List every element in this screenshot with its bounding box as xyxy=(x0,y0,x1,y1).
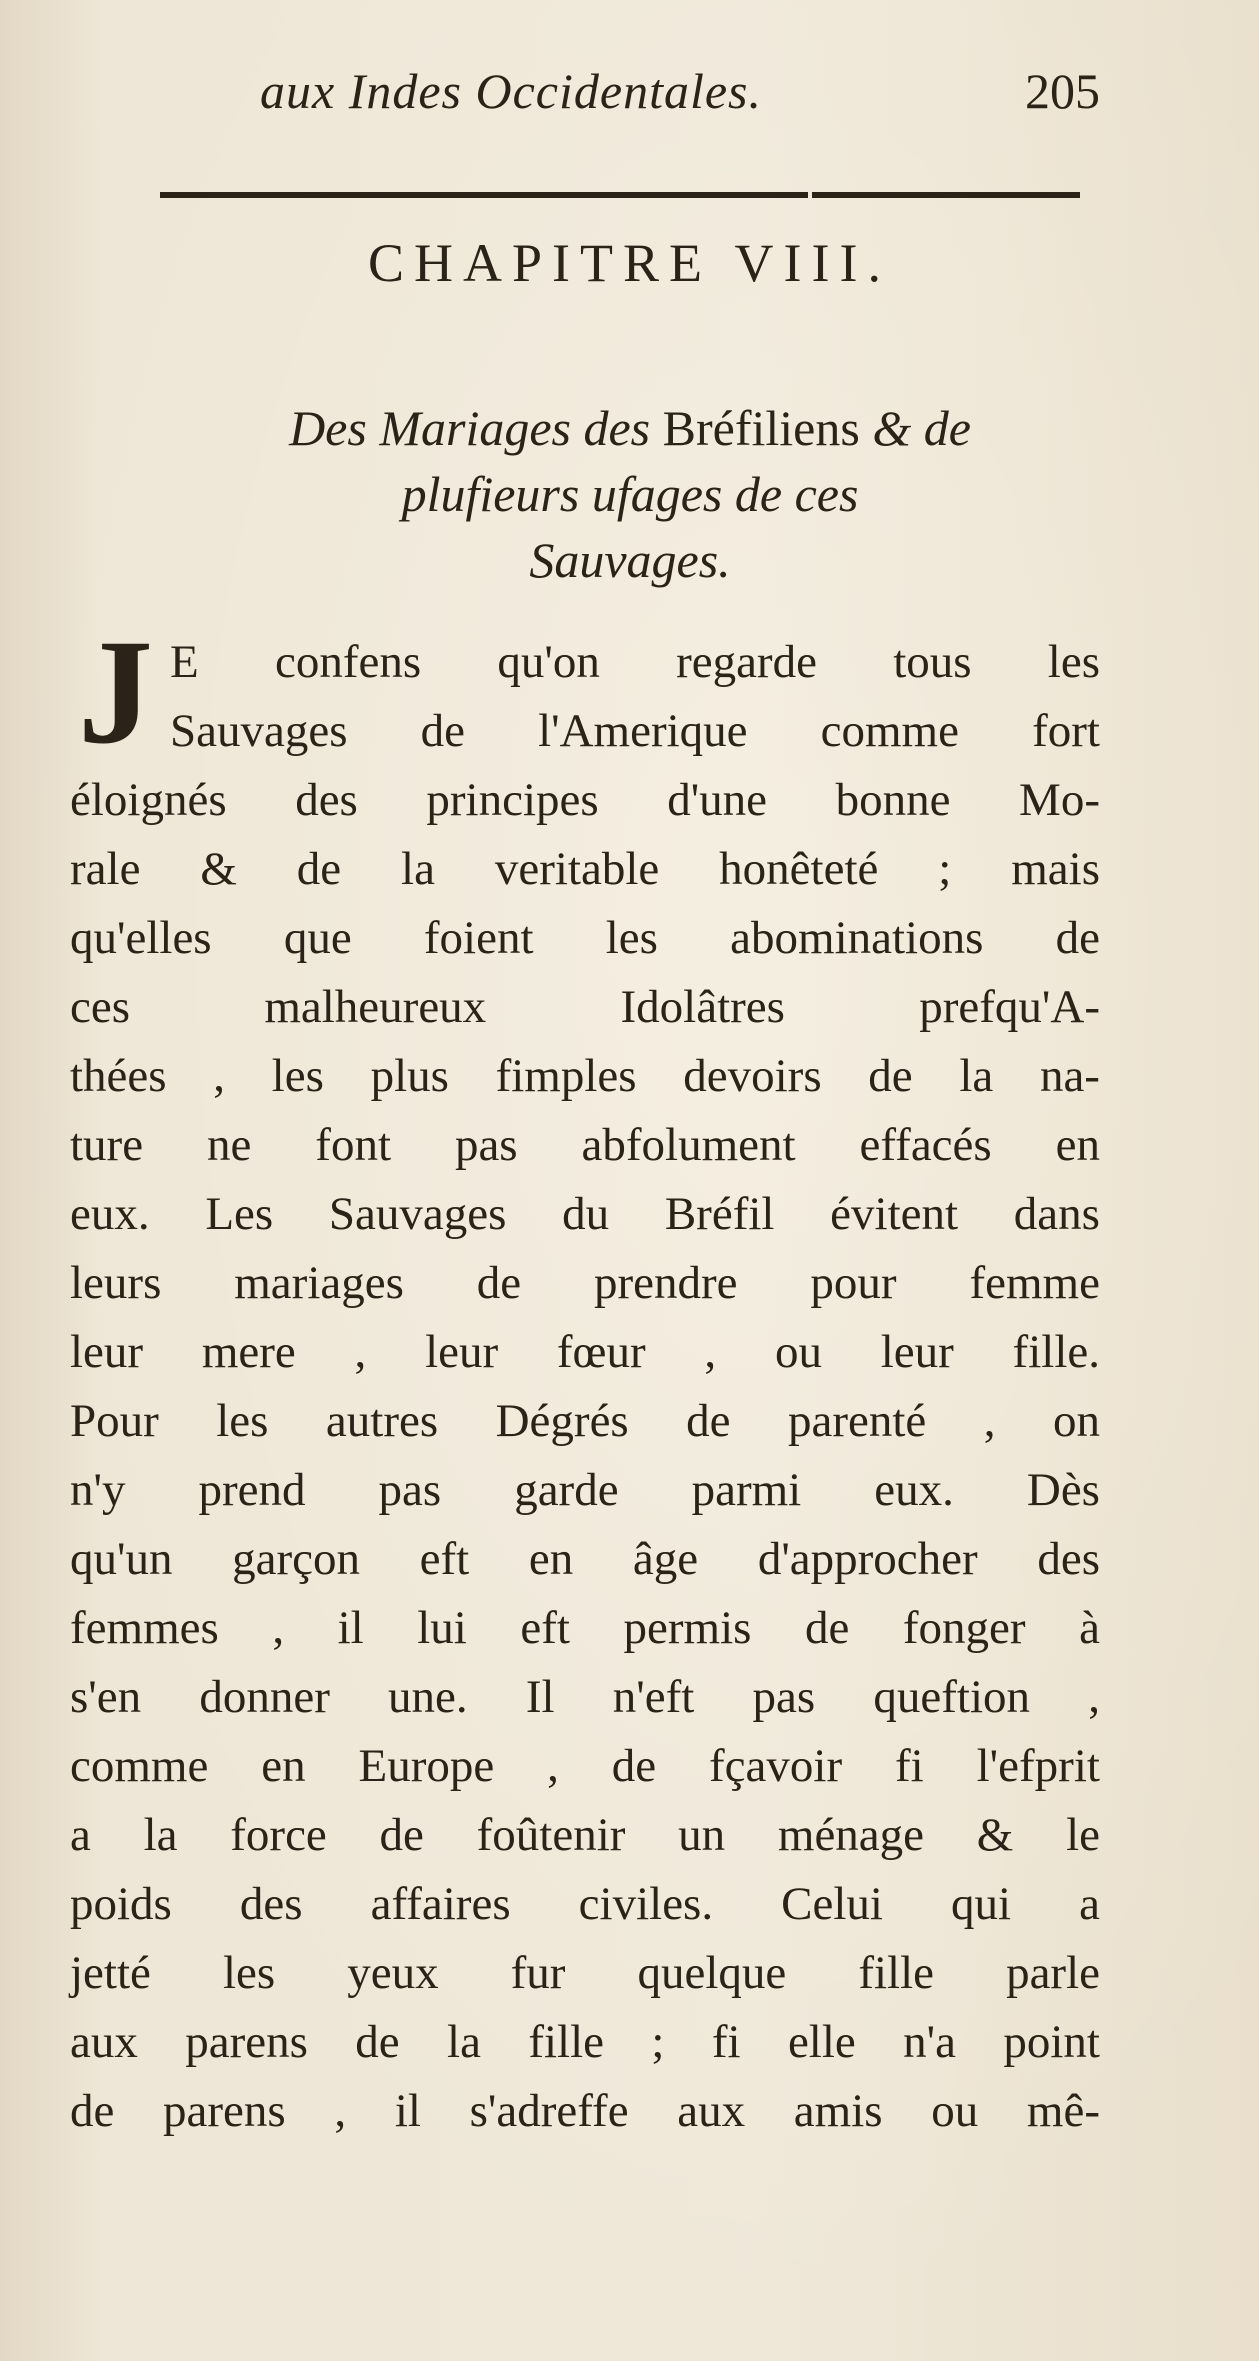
text-line: ture ne font pas abfolument effacés en xyxy=(70,1119,1100,1171)
text-line: leur mere , leur fœur , ou leur fille. xyxy=(70,1326,1100,1378)
text-line: qu'elles que foient les abominations de xyxy=(70,912,1100,964)
header-rule-right xyxy=(812,192,1080,198)
subtitle-line: Des Mariages des Bréfiliens & de xyxy=(289,400,971,456)
subtitle-line: plufieurs ufages de ces xyxy=(401,466,859,522)
text-line: jetté les yeux fur quelque fille parle xyxy=(70,1947,1100,1999)
text-line: rale & de la veritable honêteté ; mais xyxy=(70,843,1100,895)
chapter-subtitle xyxy=(120,395,1140,593)
drop-cap: J xyxy=(78,609,153,775)
text-line: ces malheureux Idolâtres prefqu'A- xyxy=(70,981,1100,1033)
text-line: thées , les plus fimples devoirs de la na- xyxy=(70,1050,1100,1102)
chapter-heading: CHAPITRE VIII. xyxy=(368,233,891,293)
text-line: poids des affaires civiles. Celui qui a xyxy=(70,1878,1100,1930)
text-line: qu'un garçon eft en âge d'approcher des xyxy=(70,1533,1100,1585)
text-line: s'en donner une. Il n'eft pas queftion , xyxy=(70,1671,1100,1723)
text-line: Pour les autres Dégrés de parenté , on xyxy=(70,1395,1100,1447)
text-line: comme en Europe , de fçavoir fi l'efprit xyxy=(70,1740,1100,1792)
text-line: Sauvages de l'Amerique comme fort xyxy=(170,705,1100,757)
text-line: aux parens de la fille ; fi elle n'a point xyxy=(70,2016,1100,2068)
text-line: eux. Les Sauvages du Bréfil évitent dans xyxy=(70,1188,1100,1240)
running-title: aux Indes Occidentales. xyxy=(260,63,763,119)
subtitle-line: Sauvages. xyxy=(529,532,731,588)
page-number: 205 xyxy=(1025,63,1100,119)
text-line: leurs mariages de prendre pour femme xyxy=(70,1257,1100,1309)
running-head xyxy=(240,62,1100,132)
text-line: E confens qu'on regarde tous les xyxy=(170,636,1100,688)
text-line: de parens , il s'adreffe aux amis ou mê- xyxy=(70,2085,1100,2137)
text-line: femmes , il lui eft permis de fonger à xyxy=(70,1602,1100,1654)
header-rule-left xyxy=(160,192,808,198)
text-line: éloignés des principes d'une bonne Mo- xyxy=(70,774,1100,826)
text-line: a la force de foûtenir un ménage & le xyxy=(70,1809,1100,1861)
body-text xyxy=(70,628,1100,2146)
text-line: n'y prend pas garde parmi eux. Dès xyxy=(70,1464,1100,1516)
